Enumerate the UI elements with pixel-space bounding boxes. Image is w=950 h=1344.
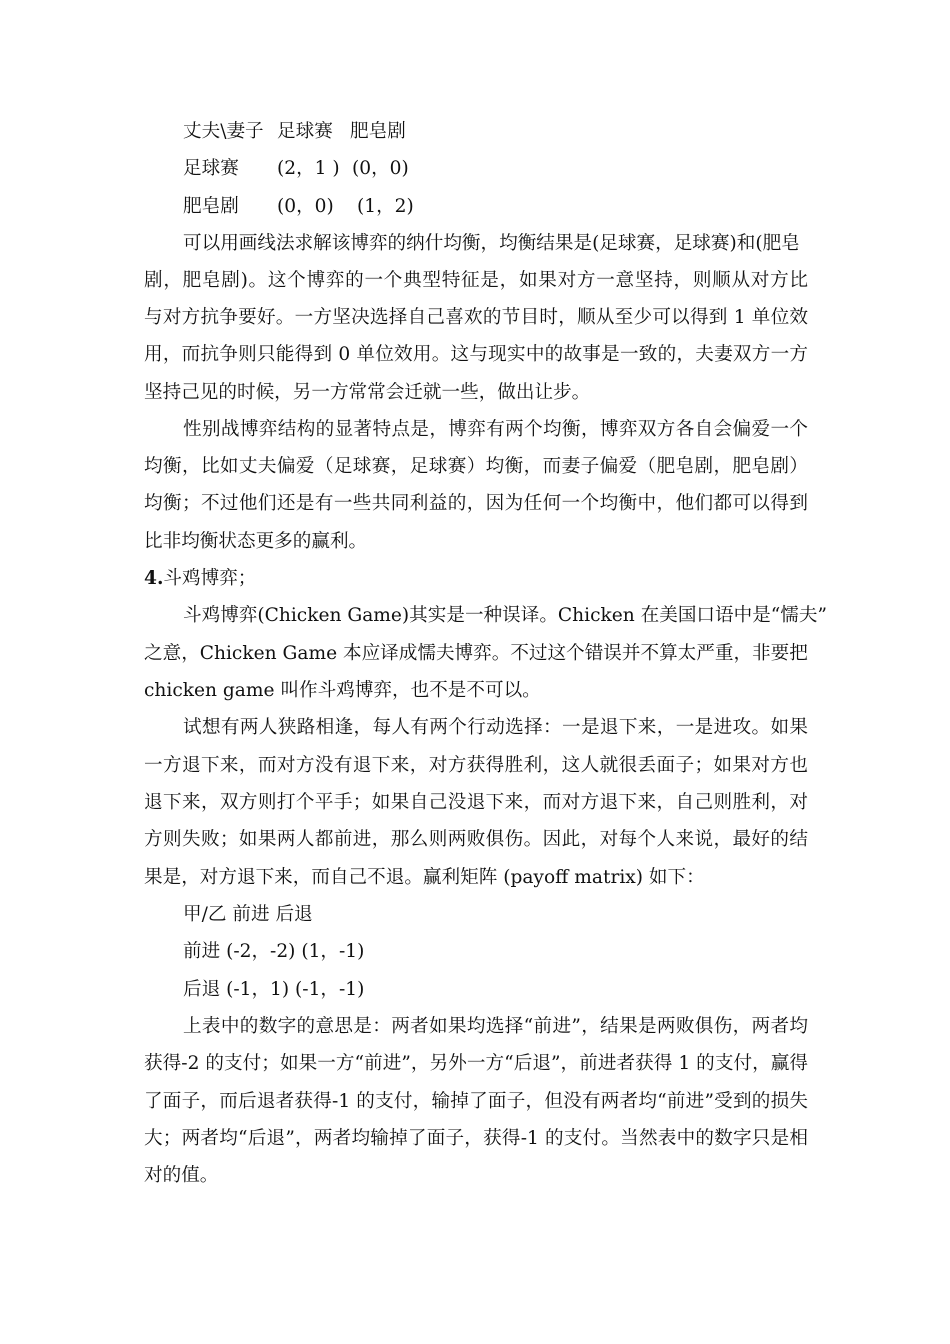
text-line: 退下来，双方则打个平手；如果自己没退下来，而对方退下来，自己则胜利，对 — [144, 792, 808, 813]
section-title: 斗鸡博弈； — [163, 568, 257, 589]
table-row — [144, 158, 808, 180]
table-header-row: 甲/乙 前进 后退 — [183, 904, 313, 925]
text-line: 比非均衡状态更多的赢利。 — [144, 531, 368, 552]
column-header: 足球赛 — [277, 121, 333, 142]
table-cell: (1，2) — [357, 196, 414, 217]
row-header: 肥皂剧 — [183, 196, 239, 217]
text-line: 可以用画线法求解该博弈的纳什均衡，均衡结果是(足球赛，足球赛)和(肥皂 — [183, 233, 800, 254]
table-row — [144, 196, 808, 218]
table-cell: (0，0) — [277, 196, 334, 217]
table-cell: (2，1 ) — [277, 158, 340, 179]
text-line: 大；两者均“后退”，两者均输掉了面子，获得-1 的支付。当然表中的数字只是相 — [144, 1128, 808, 1149]
section-number: 4. — [144, 568, 164, 589]
text-line: 之意，Chicken Game 本应译成懦夫博弈。不过这个错误并不算太严重，非要把 — [144, 643, 808, 664]
text-line: 一方退下来，而对方没有退下来，对方获得胜利，这人就很丢面子；如果对方也 — [144, 755, 808, 776]
table-row: 前进 (-2，-2) (1，-1) — [183, 941, 365, 962]
text-line: 用，而抗争则只能得到 0 单位效用。这与现实中的故事是一致的，夫妻双方一方 — [144, 344, 808, 365]
text-line: 均衡，比如丈夫偏爱（足球赛，足球赛）均衡，而妻子偏爱（肥皂剧，肥皂剧） — [144, 456, 808, 477]
table-header-row — [144, 121, 808, 143]
column-header: 肥皂剧 — [350, 121, 406, 142]
text-line: 与对方抗争要好。一方坚决选择自己喜欢的节目时，顺从至少可以得到 1 单位效 — [144, 307, 808, 328]
text-line: 果是，对方退下来，而自己不退。赢利矩阵 (payoff matrix) 如下： — [144, 867, 705, 888]
text-line: 均衡；不过他们还是有一些共同利益的，因为任何一个均衡中，他们都可以得到 — [144, 493, 808, 514]
text-line: 坚持己见的时候，另一方常常会迁就一些，做出让步。 — [144, 382, 591, 403]
table-corner-label: 丈夫\妻子 — [183, 121, 264, 142]
text-line: 上表中的数字的意思是：两者如果均选择“前进”，结果是两败俱伤，两者均 — [183, 1016, 808, 1037]
table-row: 后退 (-1，1) (-1，-1) — [183, 979, 365, 1000]
text-line: 对的值。 — [144, 1165, 219, 1186]
text-line: 获得-2 的支付；如果一方“前进”，另外一方“后退”，前进者获得 1 的支付，赢得 — [144, 1053, 808, 1074]
text-line: 了面子，而后退者获得-1 的支付，输掉了面子，但没有两者均“前进”受到的损失 — [144, 1091, 808, 1112]
section-heading — [144, 568, 808, 590]
row-header: 足球赛 — [183, 158, 239, 179]
text-line: chicken game 叫作斗鸡博弈，也不是不可以。 — [144, 680, 541, 701]
text-line: 斗鸡博弈(Chicken Game)其实是一种误译。Chicken 在美国口语中是“懦夫” — [183, 605, 828, 626]
text-line: 性别战博弈结构的显著特点是，博弈有两个均衡，博弈双方各自会偏爱一个 — [183, 419, 808, 440]
text-line: 方则失败；如果两人都前进，那么则两败俱伤。因此，对每个人来说，最好的结 — [144, 829, 808, 850]
table-cell: (0，0) — [352, 158, 409, 179]
text-line: 剧，肥皂剧)。这个博弈的一个典型特征是，如果对方一意坚持，则顺从对方比 — [144, 270, 808, 291]
text-line: 试想有两人狭路相逢，每人有两个行动选择：一是退下来，一是进攻。如果 — [183, 717, 808, 738]
